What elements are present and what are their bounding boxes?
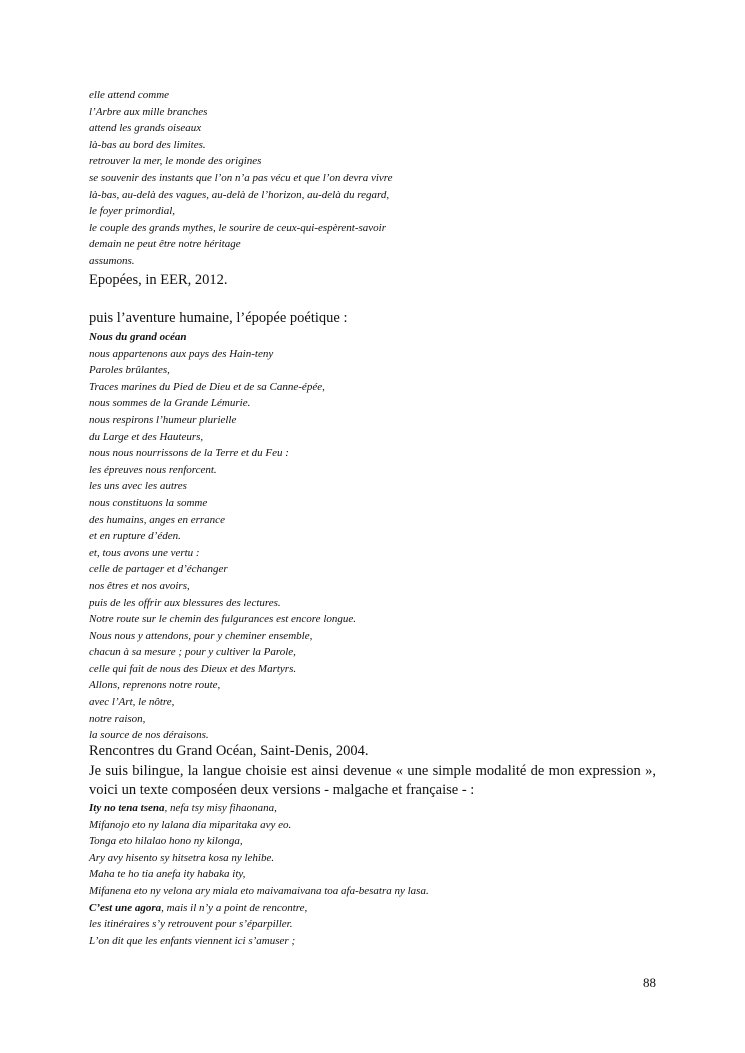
- source-citation-rencontres: Rencontres du Grand Océan, Saint-Denis, 2004.: [89, 743, 369, 759]
- poem-line: la source de nos déraisons.: [89, 729, 209, 742]
- poem-line: retrouver la mer, le monde des origines: [89, 155, 262, 168]
- poem-line: le couple des grands mythes, le sourire de ceux-qui-espèrent-savoir: [89, 221, 387, 234]
- poem-line: nous nous nourrissons de la Terre et du Feu :: [89, 447, 289, 460]
- poem-block-grand-ocean: [89, 329, 656, 744]
- poem-line: là-bas, au-delà des vagues, au-delà de l’horizon, au-delà du regard,: [89, 188, 390, 201]
- poem-line: les épreuves nous renforcent.: [89, 463, 217, 476]
- poem-line: chacun à sa mesure ; pour y cultiver la Parole,: [89, 646, 296, 659]
- poem-line: notre raison,: [89, 712, 146, 725]
- poem-line: nous appartenons aux pays des Hain-teny: [89, 347, 274, 360]
- poem-line: attend les grands oiseaux: [89, 122, 202, 135]
- poem-line: Notre route sur le chemin des fulgurances est encore longue.: [89, 613, 357, 626]
- poem-line: du Large et des Hauteurs,: [89, 430, 204, 443]
- poem-block-epopees: [89, 87, 656, 270]
- poem-line: Paroles brûlantes,: [89, 364, 170, 377]
- source-citation-epopees: Epopées, in EER, 2012.: [89, 272, 228, 288]
- poem-line: Mifanojo eto ny lalana dia miparitaka avy eo.: [89, 818, 292, 831]
- poem-line: Mifanena eto ny velona ary miala eto maivamaivana toa afa-besatra ny lasa.: [89, 884, 429, 897]
- poem-line: demain ne peut être notre héritage: [89, 238, 241, 251]
- poem-line: nous constituons la somme: [89, 496, 208, 509]
- bilingual-paragraph: Je suis bilingue, la langue choisie est ainsi devenue « une simple modalité de mon expression », voici un texte composéen deux versions - malgache et française - :: [89, 763, 656, 798]
- poem-line: Ity no tena tsena, nefa tsy misy fihaonana,: [89, 802, 277, 814]
- poem-line: celle de partager et d’échanger: [89, 563, 228, 576]
- poem-line: nous sommes de la Grande Lémurie.: [89, 397, 251, 410]
- poem-line: assumons.: [89, 254, 135, 267]
- poem-line: L’on dit que les enfants viennent ici s’amuser ;: [89, 934, 296, 947]
- poem-line: nous respirons l’humeur plurielle: [89, 413, 237, 426]
- poem-title: Nous du grand océan: [89, 331, 187, 343]
- page-number: 88: [643, 975, 656, 990]
- poem-line: se souvenir des instants que l’on n’a pas vécu et que l’on devra vivre: [89, 171, 393, 184]
- poem-line: Tonga eto hilalao hono ny kilonga,: [89, 835, 243, 848]
- poem-line: Nous nous y attendons, pour y cheminer ensemble,: [89, 629, 313, 642]
- poem-line: Maha te ho tia anefa ity habaka ity,: [89, 868, 246, 881]
- poem-line: nos êtres et nos avoirs,: [89, 579, 190, 592]
- poem-block-bilingual: [89, 800, 656, 949]
- poem-line: C’est une agora, mais il n’y a point de rencontre,: [89, 901, 308, 914]
- poem-line: les uns avec les autres: [89, 480, 187, 493]
- poem-line: des humains, anges en errance: [89, 513, 225, 526]
- poem-line: et, tous avons une vertu :: [89, 546, 200, 559]
- poem-line: Allons, reprenons notre route,: [89, 679, 221, 692]
- intro-line-epopee: puis l’aventure humaine, l’épopée poétique :: [89, 310, 348, 326]
- poem-line: le foyer primordial,: [89, 205, 176, 218]
- poem-line: Ary avy hisento sy hitsetra kosa ny lehibe.: [89, 851, 275, 864]
- poem-line: celle qui fait de nous des Dieux et des Martyrs.: [89, 662, 297, 675]
- poem-line: Traces marines du Pied de Dieu et de sa Canne-épée,: [89, 380, 325, 393]
- poem-line: elle attend comme: [89, 89, 170, 101]
- poem-line: là-bas au bord des limites.: [89, 138, 206, 151]
- poem-line: avec l’Art, le nôtre,: [89, 696, 175, 709]
- poem-line: les itinéraires s’y retrouvent pour s’éparpiller.: [89, 918, 293, 931]
- poem-line: et en rupture d’éden.: [89, 530, 181, 543]
- poem-line: puis de les offrir aux blessures des lectures.: [89, 596, 281, 609]
- poem-line: l’Arbre aux mille branches: [89, 105, 208, 118]
